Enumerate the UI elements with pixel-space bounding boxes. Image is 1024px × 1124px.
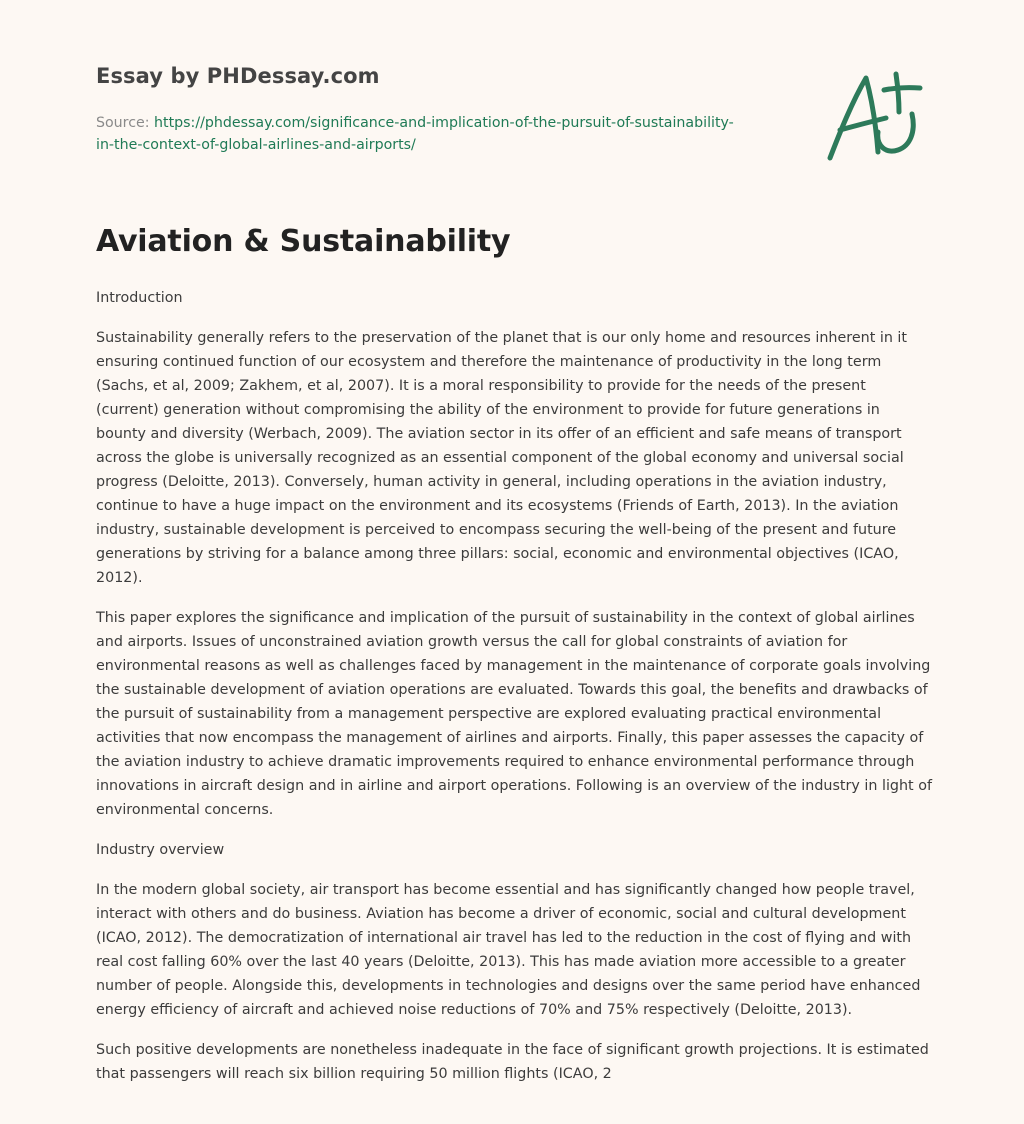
essay-body (96, 286, 932, 1102)
source-link[interactable]: https://phdessay.com/significance-and-implication-of-the-pursuit-of-sustainability-in-the-context-of-global-airlines-and-airports/ (96, 115, 734, 153)
section-heading-introduction: Introduction (96, 290, 183, 306)
section-heading-industry-overview: Industry overview (96, 842, 225, 858)
site-title: Essay by PHDessay.com (96, 64, 380, 88)
paragraph: This paper explores the significance and implication of the pursuit of sustainability in the context of global airlines and airports. Issues of unconstrained aviation growth versus the call for global constraints of aviation for environmental reasons as well as challenges faced by management in the maintenance of corporate goals involving the sustainable development of aviation operations are evaluated. Towards this goal, the benefits and drawbacks of the pursuit of sustainability from a management perspective are explored evaluating practical environmental activities that now encompass the management of airlines and airports. Finally, this paper assesses the capacity of the aviation industry to achieve dramatic improvements required to enhance environmental performance through innovations in aircraft design and in airline and airport operations. Following is an overview of the industry in light of environmental concerns. (96, 610, 932, 818)
paragraph: In the modern global society, air transport has become essential and has significantly changed how people travel, interact with others and do business. Aviation has become a driver of economic, social and cultural development (ICAO, 2012). The democratization of international air travel has led to the reduction in the cost of flying and with real cost falling 60% over the last 40 years (Deloitte, 2013). This has made aviation more accessible to a greater number of people. Alongside this, developments in technologies and designs over the same period have enhanced energy efficiency of aircraft and achieved noise reductions of 70% and 75% respectively (Deloitte, 2013). (96, 882, 921, 1018)
a-plus-logo-icon (826, 70, 926, 164)
source-line (96, 112, 736, 156)
paragraph: Sustainability generally refers to the preservation of the planet that is our only home and resources inherent in it ensuring continued function of our ecosystem and therefore the maintenance of productivity in the long term (Sachs, et al, 2009; Zakhem, et al, 2007). It is a moral responsibility to provide for the needs of the present (current) generation without compromising the ability of the environment to provide for future generations in bounty and diversity (Werbach, 2009). The aviation sector in its offer of an efficient and safe means of transport across the globe is universally recognized as an essential component of the global economy and universal social progress (Deloitte, 2013). Conversely, human activity in general, including operations in the aviation industry, continue to have a huge impact on the environment and its ecosystems (Friends of Earth, 2013). In the aviation industry, sustainable development is perceived to encompass securing the well-being of the present and future generations by striving for a balance among three pillars: social, economic and environmental objectives (ICAO, 2012). (96, 330, 908, 586)
essay-title: Aviation & Sustainability (96, 224, 511, 259)
source-label: Source: (96, 115, 150, 131)
paragraph: Such positive developments are nonetheless inadequate in the face of significant growth projections. It is estimated that passengers will reach six billion requiring 50 million flights (ICAO, 2 (96, 1042, 929, 1082)
